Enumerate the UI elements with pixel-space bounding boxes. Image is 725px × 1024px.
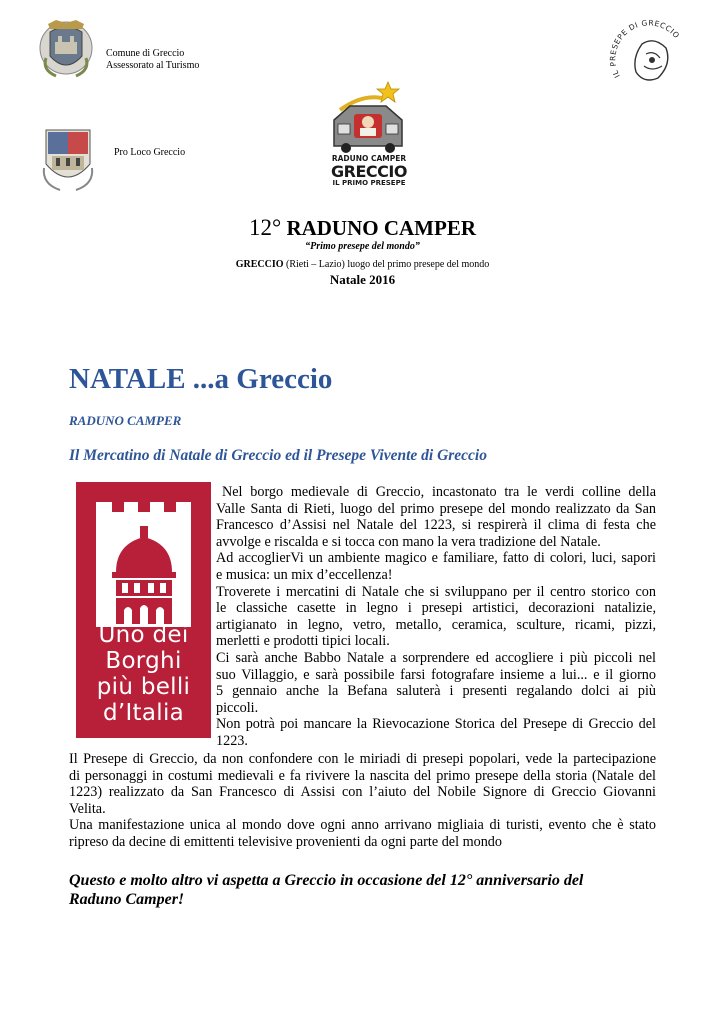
full-text-block: [69, 751, 656, 851]
text-line: Nel borgo medievale di Greccio, incastonato tra le verdi colline della: [222, 484, 656, 500]
assessorato-name: Assessorato al Turismo: [106, 60, 200, 71]
text-line: Ci sarà anche Babbo Natale a sorprendere ed accogliere i più piccoli nel: [216, 649, 656, 666]
borghi-line4: d’Italia: [102, 700, 185, 726]
text-line: 1223.: [216, 732, 248, 749]
text-line: piccoli.: [216, 699, 259, 716]
closing-line2: Raduno Camper!: [69, 891, 185, 908]
wrapped-text-block: [216, 484, 656, 750]
borghi-line2: Borghi: [105, 648, 182, 674]
article-title: NATALE ...a Greccio: [69, 363, 333, 395]
camper-logo-line2: GRECCIO: [331, 162, 407, 181]
text-line: di personaggi in costumi medievali e fa rivivere la nascita del primo presepe della storia (Natale del: [69, 767, 656, 784]
text-line: le classiche casette in legno i presepi artistici, decorazioni natalizie,: [216, 600, 656, 617]
text-line: ripreso da decine di emittenti televisive provenienti da ogni parte del mondo: [69, 833, 502, 850]
comune-crest: [38, 18, 94, 82]
text-line: artigianato in legno, vetro, metallo, ceramica, sculture, ricami, pizzi,: [216, 616, 656, 633]
borghi-logo: [76, 482, 211, 738]
text-line: Francesco d’Assisi nel Natale del 1223, si respirerà il clima di festa che: [216, 517, 656, 534]
event-date: Natale 2016: [329, 272, 396, 287]
text-line: Valle Santa di Rieti, luogo del primo presepe del mondo realizzato da San: [216, 500, 656, 517]
text-line: Troverete i mercatini di Natale che si sviluppano per il centro storico con: [216, 583, 656, 600]
raduno-camper-logo: [320, 80, 418, 190]
proloco-crest: [40, 124, 96, 194]
text-line: Ad accoglierVi un ambiente magico e familiare, fatto di colori, luci, sapori: [216, 550, 656, 567]
closing-line1: Questo e molto altro vi aspetta a Greccio in occasione del 12° anniversario del: [69, 872, 584, 889]
proloco-name: Pro Loco Greccio: [114, 147, 186, 158]
event-title: [0, 215, 725, 241]
closing-text: [69, 871, 669, 909]
text-line: 1223) realizzato da San Francesco di Assisi con l’aiuto del Nobile Signore di Greccio Giovanni: [69, 784, 656, 801]
article-subtitle: RADUNO CAMPER: [69, 413, 182, 428]
article-heading: Il Mercatino di Natale di Greccio ed il Presepe Vivente di Greccio: [69, 447, 487, 464]
text-line: Non potrà poi mancare la Rievocazione Storica del Presepe di Greccio del: [216, 716, 656, 733]
svg-text:IL PRESEPE DI GRECCIO: [608, 18, 681, 79]
seal-text: IL PRESEPE DI GRECCIO: [608, 18, 682, 80]
text-line: e musica: un mix d’eccellenza!: [216, 566, 393, 583]
camper-logo-line3: IL PRIMO PRESEPE: [332, 179, 406, 187]
event-tagline: “Primo presepe del mondo”: [305, 241, 420, 252]
location-city: GRECCIO: [235, 259, 284, 270]
event-name: RADUNO CAMPER: [286, 216, 477, 240]
event-number: 12°: [248, 215, 282, 240]
borghi-line3: più belli: [96, 674, 191, 700]
comune-name: Comune di Greccio: [106, 48, 185, 59]
text-line: Una manifestazione unica al mondo dove ogni anno arrivano migliaia di turisti, evento che è stato: [69, 817, 656, 834]
location-details: (Rieti – Lazio) luogo del primo presepe del mondo: [283, 259, 490, 270]
text-line: avvolge e riscalda e si tocca con mano la vera tradizione del Natale.: [216, 533, 601, 550]
text-line: suo Villaggio, e sarà possibile farsi fotografare insieme a lui... e il giorno: [216, 666, 656, 683]
camper-logo-line1: RADUNO CAMPER: [331, 154, 407, 163]
text-line: Velita.: [69, 800, 106, 817]
text-line: Il Presepe di Greccio, da non confondere con le miriadi di presepi popolari, vede la partecipazione: [69, 751, 656, 767]
text-line: merletti e prodotti tipici locali.: [216, 633, 390, 650]
presepe-seal: [606, 14, 690, 100]
event-location: [0, 259, 725, 271]
text-line: 5 gennaio anche la Befana saluterà i presenti regalando dolci ai più: [216, 683, 656, 700]
borghi-line1: Uno dei: [98, 622, 189, 648]
